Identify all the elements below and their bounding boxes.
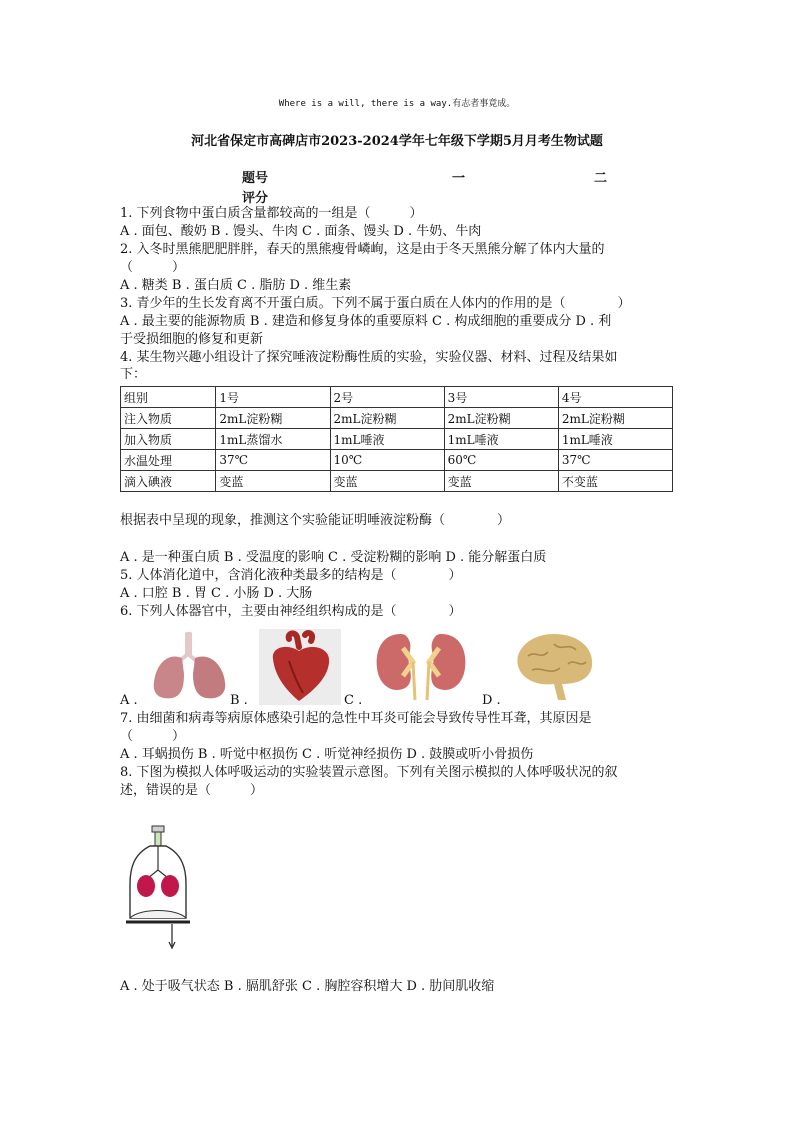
experiment-table xyxy=(120,386,673,492)
experiment-table-cell: 1mL蒸馏水 xyxy=(216,429,330,450)
experiment-table-cell: 1mL唾液 xyxy=(330,429,444,450)
q2-stem-cont: （ ） xyxy=(120,260,186,275)
experiment-table-row xyxy=(121,408,673,429)
experiment-table-cell: 2mL淀粉糊 xyxy=(330,408,444,429)
experiment-table-cell: 3号 xyxy=(444,387,558,408)
q2-stem: 2. 入冬时黑熊肥肥胖胖，春天的黑熊瘦骨嶙峋，这是由于冬天黑熊分解了体内大量的 xyxy=(120,242,605,257)
rubber-membrane xyxy=(130,911,186,919)
experiment-table-cell: 水温处理 xyxy=(121,450,216,471)
heart-image xyxy=(259,629,341,705)
q8-stem-cont: 述，错误的是（ ） xyxy=(120,783,264,798)
q7-stem: 7. 由细菌和病毒等病原体感染引起的急性中耳炎可能会导致传导性耳聋，其原因是 xyxy=(120,711,592,726)
experiment-table-row xyxy=(121,471,673,492)
left-balloon xyxy=(137,875,155,897)
q4-conclusion: 根据表中呈现的现象，推测这个实验能证明唾液淀粉酶（ ） xyxy=(120,513,511,528)
q7-options: A . 耳蜗损伤 B . 听觉中枢损伤 C . 听觉神经损伤 D . 鼓膜或听小骨损伤 xyxy=(120,747,534,762)
experiment-table-cell: 变蓝 xyxy=(444,471,558,492)
left-lung xyxy=(154,656,184,698)
kidneys-image xyxy=(373,628,469,700)
q4-options: A . 是一种蛋白质 B . 受温度的影响 C . 受淀粉糊的影响 D . 能分解蛋白质 xyxy=(120,550,547,565)
experiment-table-cell: 10℃ xyxy=(330,450,444,471)
experiment-table-row xyxy=(121,429,673,450)
experiment-table-cell: 2mL淀粉糊 xyxy=(444,408,558,429)
experiment-table-row xyxy=(121,450,673,471)
score-header-label: 题号 xyxy=(242,171,269,186)
experiment-table-cell: 2mL淀粉糊 xyxy=(216,408,330,429)
stopper xyxy=(152,826,164,832)
experiment-table-cell: 1号 xyxy=(216,387,330,408)
right-lung xyxy=(193,656,225,698)
q4-stem-cont: 下： xyxy=(120,367,147,382)
score-row-label: 评分 xyxy=(242,191,269,206)
experiment-table-row xyxy=(121,387,673,408)
q6-label-b: B . xyxy=(230,693,248,708)
experiment-table-cell: 1mL唾液 xyxy=(558,429,672,450)
experiment-table-cell: 组别 xyxy=(121,387,216,408)
q1-options: A . 面包、酸奶 B . 馒头、牛肉 C . 面条、馒头 D . 牛奶、牛肉 xyxy=(120,224,482,239)
q3-options-cont: 于受损细胞的修复和更新 xyxy=(120,332,264,347)
experiment-table-cell: 不变蓝 xyxy=(558,471,672,492)
experiment-table-cell: 变蓝 xyxy=(216,471,330,492)
q2-options: A . 糖类 B . 蛋白质 C . 脂肪 D . 维生素 xyxy=(120,278,352,293)
q5-options: A . 口腔 B . 胃 C . 小肠 D . 大肠 xyxy=(120,586,313,601)
q1-stem: 1. 下列食物中蛋白质含量都较高的一组是（ ） xyxy=(120,206,423,221)
q6-label-a: A . xyxy=(120,693,138,708)
q3-stem: 3. 青少年的生长发育离不开蛋白质。下列不属于蛋白质在人体内的作用的是（ ） xyxy=(120,296,631,311)
right-kidney xyxy=(431,634,465,690)
experiment-table-cell: 37℃ xyxy=(558,450,672,471)
y-tube xyxy=(148,846,168,878)
experiment-table-cell: 变蓝 xyxy=(330,471,444,492)
q6-label-c: C . xyxy=(344,693,363,708)
q8-options: A . 处于吸气状态 B . 膈肌舒张 C . 胸腔容积增大 D . 肋间肌收缩 xyxy=(120,979,495,994)
ureters xyxy=(413,662,429,700)
motto: Where is a will, there is a way.有志者事竟成。 xyxy=(278,99,516,109)
q5-stem: 5. 人体消化道中，含消化液种类最多的结构是（ ） xyxy=(120,568,462,583)
experiment-table-cell: 1mL唾液 xyxy=(444,429,558,450)
q7-stem-cont: （ ） xyxy=(120,729,186,744)
experiment-table-cell: 4号 xyxy=(558,387,672,408)
breathing-model-diagram xyxy=(124,824,194,954)
score-header-part2: 二 xyxy=(594,171,608,186)
experiment-table-cell: 注入物质 xyxy=(121,408,216,429)
experiment-table-cell: 37℃ xyxy=(216,450,330,471)
score-header-part1: 一 xyxy=(452,171,466,186)
q4-stem: 4. 某生物兴趣小组设计了探究唾液淀粉酶性质的实验，实验仪器、材料、过程及结果如 xyxy=(120,350,618,365)
q3-options: A . 最主要的能源物质 B . 建造和修复身体的重要原料 C . 构成细胞的重要成分 D . 利 xyxy=(120,314,612,329)
experiment-table-cell: 滴入碘液 xyxy=(121,471,216,492)
q6-stem: 6. 下列人体器官中，主要由神经组织构成的是（ ） xyxy=(120,604,462,619)
lungs-image xyxy=(146,630,231,702)
left-kidney xyxy=(377,634,411,690)
q6-label-d: D . xyxy=(482,693,501,708)
trachea xyxy=(185,632,192,656)
right-balloon xyxy=(161,875,179,897)
experiment-table-cell: 2号 xyxy=(330,387,444,408)
brain-image xyxy=(510,628,598,704)
experiment-table-cell: 2mL淀粉糊 xyxy=(558,408,672,429)
experiment-table-cell: 加入物质 xyxy=(121,429,216,450)
q8-stem: 8. 下图为模拟人体呼吸运动的实验装置示意图。下列有关图示模拟的人体呼吸状况的叙 xyxy=(120,765,618,780)
experiment-table-cell: 60℃ xyxy=(444,450,558,471)
glass-tube xyxy=(155,832,161,846)
page-title: 河北省保定市高碑店市2023-2024学年七年级下学期5月月考生物试题 xyxy=(191,134,603,149)
